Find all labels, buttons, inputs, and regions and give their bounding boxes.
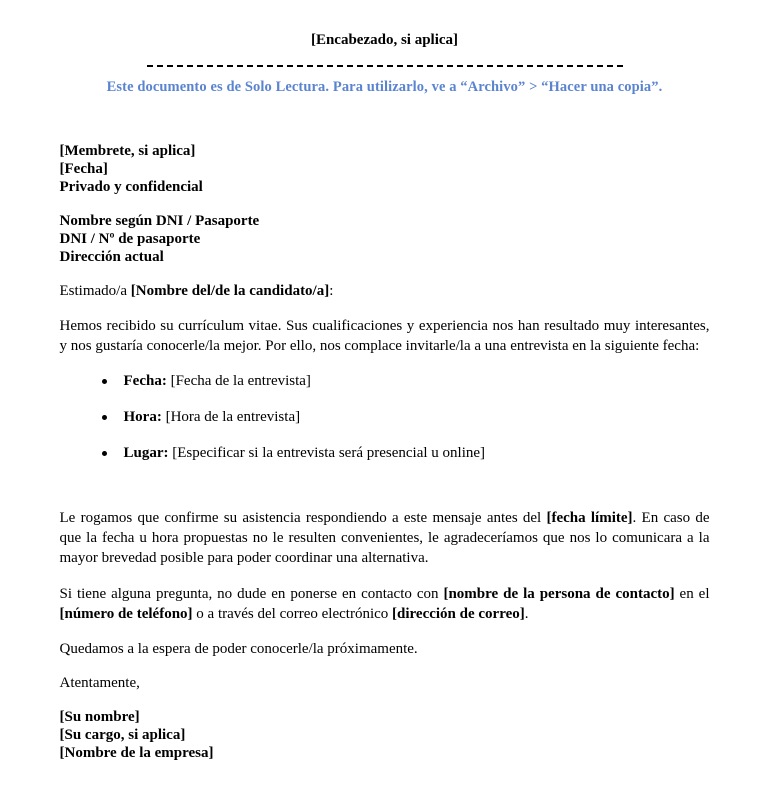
letterhead-recipient-gap (60, 196, 710, 212)
document-header-title: [Encabezado, si aplica] (310, 32, 459, 48)
recipient-block (60, 212, 710, 266)
contact-person-placeholder: [nombre de la persona de contacto] (443, 586, 675, 602)
recipient-line-2: DNI / Nº de pasaporte (59, 231, 201, 247)
recipient-greeting-gap (60, 266, 710, 282)
list-item (60, 408, 710, 426)
contact-text-4: . (524, 606, 529, 622)
dashed-rule (147, 65, 623, 67)
detail-label: Fecha: (123, 373, 167, 389)
confirm-text-2: . En caso de que la fecha u hora propuestas no le resulten convenientes, le agradeceríamos que nos lo comunicara a la mayor brevedad posible para poder coordinar una alternativa. (59, 510, 710, 566)
detail-value: [Especificar si la entrevista será presencial u online] (168, 445, 486, 461)
detail-value: [Fecha de la entrevista] (166, 373, 311, 389)
bullet-icon (102, 379, 107, 384)
detail-value: [Hora de la entrevista] (161, 409, 301, 425)
intro-list-gap (60, 356, 710, 372)
list-item (60, 372, 710, 390)
closing-paragraph: Quedamos a la espera de poder conocerle/la próximamente. (59, 641, 418, 657)
greeting-line (60, 282, 710, 300)
signature-line-2: [Su cargo, si aplica] (59, 727, 186, 743)
bullet-icon (102, 415, 107, 420)
detail-label: Hora: (123, 409, 162, 425)
contact-phone-placeholder: [número de teléfono] (59, 606, 193, 622)
signature-line-3: [Nombre de la empresa] (59, 745, 214, 761)
letterhead-line-2: [Fecha] (59, 161, 108, 177)
contact-text-3: o a través del correo electrónico (192, 606, 393, 622)
signoff-signature-gap (60, 692, 710, 708)
greeting-prefix: Estimado/a (59, 283, 131, 299)
contact-text-1: Si tiene alguna pregunta, no dude en ponerse en contacto con (59, 586, 444, 602)
interview-details-list (60, 372, 710, 462)
recipient-line-3: Dirección actual (59, 249, 164, 265)
contact-email-placeholder: [dirección de correo] (392, 606, 525, 622)
contact-text-2: en el (674, 586, 710, 602)
greeting-intro-gap (60, 300, 710, 316)
letterhead-line-3: Privado y confidencial (59, 179, 203, 195)
list-confirm-gap (60, 462, 710, 508)
greeting-placeholder: [Nombre del/de la candidato/a] (130, 283, 330, 299)
confirm-text-1: Le rogamos que confirme su asistencia respondiendo a este mensaje antes del (59, 510, 547, 526)
confirm-contact-gap (60, 568, 710, 584)
sign-off-line: Atentamente, (59, 675, 140, 691)
contact-closing-gap (60, 624, 710, 640)
signature-line-1: [Su nombre] (59, 709, 140, 725)
confirmation-paragraph (60, 508, 710, 568)
confirm-deadline-placeholder: [fecha límite] (546, 510, 633, 526)
greeting-suffix: : (329, 283, 334, 299)
header-body-gap (0, 96, 769, 142)
document-body (60, 142, 710, 762)
contact-paragraph (60, 584, 710, 624)
bullet-icon (102, 451, 107, 456)
intro-paragraph: Hemos recibido su currículum vitae. Sus cualificaciones y experiencia nos han resultado muy interesantes, y nos gustaría conocerle/la mejor. Por ello, nos complace invitarle/la a una entrevista en la siguiente fecha: (59, 318, 710, 354)
detail-label: Lugar: (123, 445, 169, 461)
read-only-notice: Este documento es de Solo Lectura. Para utilizarlo, ve a “Archivo” > “Hacer una copia”. (106, 79, 663, 95)
closing-signoff-gap (60, 658, 710, 674)
list-item (60, 444, 710, 462)
signature-block (60, 708, 710, 762)
letterhead-block (60, 142, 710, 196)
header-separator (0, 59, 769, 73)
recipient-line-1: Nombre según DNI / Pasaporte (59, 213, 260, 229)
letterhead-line-1: [Membrete, si aplica] (59, 143, 196, 159)
